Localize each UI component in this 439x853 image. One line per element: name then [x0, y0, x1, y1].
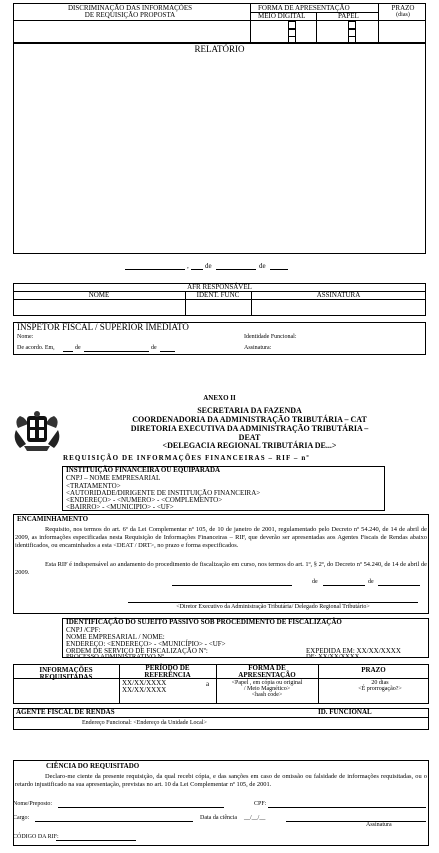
agente-endereco: Endereço Funcional: <Endereço da Unidade Local> — [82, 720, 207, 726]
instituicao-title: INSTITUIÇÃO FINANCEIRA OU EQUIPARADA — [66, 466, 221, 474]
date-blank — [216, 269, 256, 270]
afr-title: AFR RESPONSÁVEL — [187, 283, 252, 291]
relatorio-title: RELATÓRIO — [194, 44, 245, 54]
afr-assinatura-header: ASSINATURA — [316, 291, 361, 299]
afr-nome-header: NOME — [88, 291, 110, 299]
instituicao-line: <TRATAMENTO> — [66, 482, 121, 490]
inspetor-title: INSPETOR FISCAL / SUPERIOR IMEDIATO — [17, 322, 189, 332]
ciencia-paragraph: Declaro-me ciente da presente requisição, da qual recebi cópia, e das sanções em caso de omissão ou falsidade de informações requisitadas, ou o retardo injustificado na sua apresentação, previstas no art. 10 da Lei Complementar nº 105, de 2001. — [15, 773, 427, 788]
ciencia-cpf-line — [268, 807, 426, 808]
inspetor-de2: de — [151, 345, 157, 351]
top-table-divider — [316, 12, 317, 43]
secretaria-line: SECRETARIA DA FAZENDA — [197, 406, 302, 415]
date-de: de — [312, 579, 318, 585]
info-h4: PRAZO — [361, 666, 386, 674]
instituicao-line: <BAIRRO> - <MUNICIPIO> - <UF> — [66, 503, 174, 511]
instituicao-line: <AUTORIDADE/DIRIGENTE DE INSTITUIÇÃO FINANCEIRA> — [66, 489, 261, 497]
afr-ident-header: IDENT. FUNC — [196, 291, 240, 299]
col-discriminacao-header: DISCRIMINAÇÃO DAS INFORMAÇÕES DE REQUISIÇÃO PROPOSTA — [67, 4, 193, 19]
info-a: a — [206, 680, 210, 688]
ciencia-cargo-label: Cargo: — [13, 815, 30, 821]
identificacao-title: IDENTIFICAÇÃO DO SUJEITO PASSIVO SOB PROCEDIMENTO DE FISCALIZAÇÃO — [66, 618, 342, 626]
info-prazo: 20 dias <É prorrogação?> — [358, 680, 402, 692]
date-de: de — [368, 579, 374, 585]
encaminhamento-paragraph: Requisito, nos termos do art. 6º da Lei Complementar nº 105, de 10 de janeiro de 2001, regulamentado pelo Decreto nº 54.240, de 14 de abril de 2009, as informações especificadas nesta Requisição de Informações Financeiras – RIF, que deverão ser apresentadas aos Agentes Fiscais de Rendas abaixo identificados, ou encaminhados a esta <DEAT / DRT>, no prazo e forma especificados. — [15, 526, 427, 549]
encaminhamento-signature: <Diretor Executivo da Administração Tributária/ Delegado Regional Tributário> — [176, 604, 370, 610]
ciencia-cpf-label: CPF: — [254, 801, 267, 807]
info-forma: <Papel , em cópia ou original / Meio Magnético> <hash code> — [231, 680, 303, 698]
ciencia-assinatura-label: Assinatura — [366, 822, 392, 828]
ciencia-title: CIÊNCIA DO REQUISITADO — [46, 762, 140, 770]
date-blank — [270, 269, 288, 270]
inspetor-nome-label: Nome: — [17, 334, 34, 340]
col-papel-header: PAPEL — [338, 12, 359, 20]
identificacao-de: DE: XX/XX/XXXX — [306, 653, 360, 660]
col-meio-digital-header: MEIO DIGITAL — [258, 12, 306, 20]
instituicao-line: CNPJ – NOME EMPRESARIAL — [66, 474, 161, 482]
date-blank — [191, 269, 203, 270]
encaminhamento-paragraph: Esta RIF é indispensável ao andamento do procedimento de fiscalização em curso, nos termos do art. 1º, § 2º, do Decreto nº 54.240, de 14 de abril de 2009. — [15, 561, 427, 576]
date-blank — [84, 351, 149, 352]
info-periodo: XX/XX/XXXX XX/XX/XXXX — [122, 679, 167, 694]
date-blank — [378, 585, 420, 586]
signature-line — [128, 602, 418, 603]
info-h3: FORMA DE APRESENTAÇÃO — [238, 664, 296, 679]
inspetor-identidade-label: Identidade Funcional: — [244, 334, 297, 340]
ciencia-cargo-line — [35, 821, 193, 822]
ciencia-assinatura-line — [286, 821, 426, 822]
identificacao-ordem: ORDEM DE SERVIÇO DE FISCALIZAÇÃO Nº: — [66, 647, 208, 655]
diretoria-line: DIRETORIA EXECUTIVA DA ADMINISTRAÇÃO TRIBUTÁRIA – — [130, 424, 369, 433]
info-h2: PERÍODO DE REFERÊNCIA — [144, 664, 191, 679]
identificacao-endereco: ENDEREÇO: <ENDEREÇO> - <MUNICÍPIO> - <UF> — [66, 640, 226, 648]
inspetor-assinatura-label: Assinatura: — [244, 345, 272, 351]
ciencia-data-value: __/__/__ — [244, 815, 266, 821]
date-blank — [323, 585, 365, 586]
inspetor-de-acordo: De acordo. Em, — [17, 345, 55, 351]
top-table-divider — [13, 20, 426, 21]
agente-divider — [13, 717, 429, 718]
coat-of-arms-logo — [12, 410, 62, 452]
deat-line: DEAT — [238, 433, 261, 442]
top-table-divider — [378, 3, 379, 43]
identificacao-expedida: EXPEDIDA EM: XX/XX/XXXX — [306, 647, 401, 655]
col-forma-header: FORMA DE APRESENTAÇÃO — [258, 4, 350, 12]
agente-id-title: ID. FUNCIONAL — [318, 708, 372, 716]
identificacao-processo: PROCESSO ADMINISTRATIVO Nº — [66, 653, 165, 660]
rif-title: REQUISIÇÃO DE INFORMAÇÕES FINANCEIRAS – RIF – nº — [63, 454, 310, 462]
relatorio-box — [13, 43, 426, 254]
date-de: de — [205, 262, 212, 270]
instituicao-line: <ENDEREÇO> - <NUMERO> - <COMPLEMENTO> — [66, 496, 223, 504]
ciencia-nome-line — [58, 807, 224, 808]
agente-title: AGENTE FISCAL DE RENDAS — [16, 708, 115, 716]
ciencia-codigo-line — [56, 840, 136, 841]
top-table-divider — [250, 3, 251, 43]
afr-divider — [13, 299, 426, 300]
date-blank — [160, 351, 175, 352]
coordenadoria-line: COORDENADORIA DA ADMINISTRAÇÃO TRIBUTÁRIA – CAT — [132, 415, 367, 424]
encaminhamento-title: ENCAMINHAMENTO — [17, 515, 89, 523]
col-prazo-header: PRAZO (dias) — [391, 4, 415, 18]
ciencia-data-label: Data da ciência — [200, 815, 237, 821]
date-blank — [125, 269, 185, 270]
date-blank — [172, 585, 292, 586]
info-h1: INFORMAÇÕES REQUISITADAS — [39, 666, 93, 681]
anexo-title: ANEXO II — [203, 394, 236, 402]
meio-digital-checkbox[interactable] — [288, 21, 296, 29]
date-sep: , — [187, 262, 189, 270]
ciencia-nome-label: Nome/Preposto: — [13, 801, 52, 807]
inspetor-de: de — [75, 345, 81, 351]
date-blank — [63, 351, 73, 352]
identificacao-cnpj: CNPJ /CPF: — [66, 626, 101, 634]
papel-checkbox[interactable] — [348, 21, 356, 29]
delegacia-line: <DELEGACIA REGIONAL TRIBUTÁRIA DE...> — [162, 441, 337, 450]
date-de: de — [259, 262, 266, 270]
ciencia-codigo-label: CÓDIGO DA RIF: — [13, 834, 59, 840]
identificacao-nome: NOME EMPRESARIAL / NOME: — [66, 633, 165, 641]
